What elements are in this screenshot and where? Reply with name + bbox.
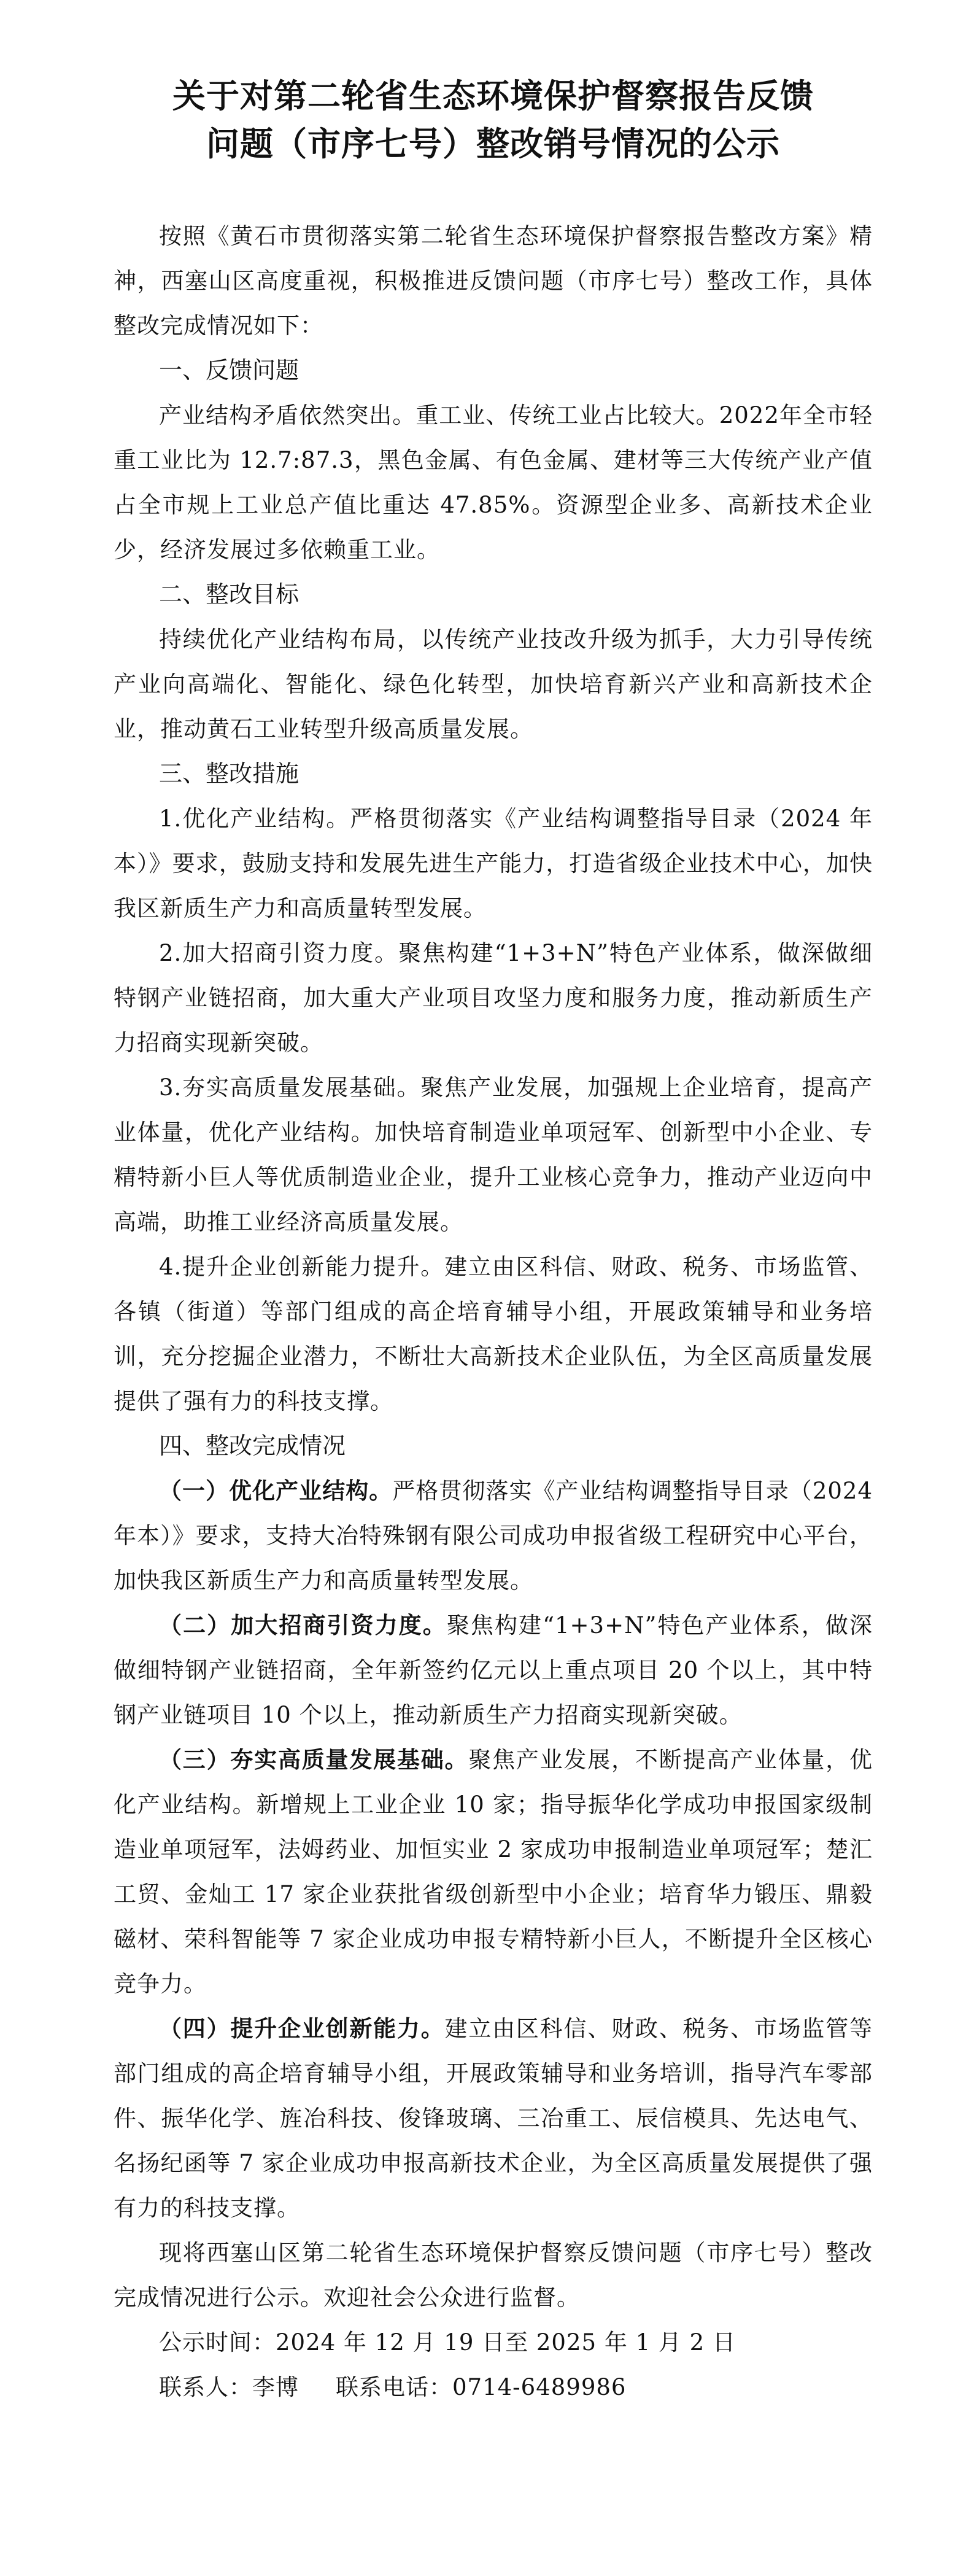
title-line-2: 问题（市序七号）整改销号情况的公示 [206, 125, 780, 163]
measure-item-3: 3.夯实高质量发展基础。聚焦产业发展，加强规上企业培育，提高产业体量，优化产业结构。加快培育制造业单项冠军、创新型中小企业、专精特新小巨人等优质制造业企业，提升工业核心竞争力，推动产业迈向中高端，助推工业经济高质量发展。 [114, 1074, 873, 1235]
completion-item-2 [114, 1603, 873, 1737]
intro-paragraph: 按照《黄石市贯彻落实第二轮省生态环境保护督察报告整改方案》精神，西塞山区高度重视，积极推进反馈问题（市序七号）整改工作，具体整改完成情况如下： [114, 223, 873, 339]
section-4-heading: 四、整改完成情况 [159, 1432, 346, 1459]
completion-item-4 [114, 2006, 873, 2230]
section-2-body: 持续优化产业结构布局，以传统产业技改升级为抓手，大力引导传统产业向高端化、智能化、绿色化转型，加快培育新兴产业和高新技术企业，推动黄石工业转型升级高质量发展。 [114, 626, 873, 742]
completion-item-3 [114, 1737, 873, 2006]
title-line-1: 关于对第二轮省生态环境保护督察报告反馈 [172, 77, 814, 115]
document-title [114, 72, 873, 168]
completion-item-4-text: 建立由区科信、财政、税务、市场监管等部门组成的高企培育辅导小组，开展政策辅导和业务培训，指导汽车零部件、振华化学、旌冶科技、俊锋玻璃、三冶重工、辰信模具、先达电气、名扬纪函等 7 家企业成功申报高新技术企业，为全区高质量发展提供了强有力的科技支撑。 [114, 2015, 873, 2221]
completion-item-3-text: 聚焦产业发展，不断提高产业体量，优化产业结构。新增规上工业企业 10 家；指导振华化学成功申报国家级制造业单项冠军，法姆药业、加恒实业 2 家成功申报制造业单项冠军；楚汇工贸、金灿工 17 家企业获批省级创新型中小企业；培育华力锻压、鼎毅磁材、荣科智能等 7 家企业成功申报专精特新小巨人，不断提升全区核心竞争力。 [114, 1747, 873, 1997]
completion-item-3-lead: （三）夯实高质量发展基础。 [159, 1747, 469, 1773]
closing-paragraph: 现将西塞山区第二轮省生态环境保护督察反馈问题（市序七号）整改完成情况进行公示。欢迎社会公众进行监督。 [114, 2240, 873, 2311]
section-2-heading: 二、整改目标 [159, 581, 300, 608]
completion-item-1 [114, 1468, 873, 1603]
measure-item-2: 2.加大招商引资力度。聚焦构建“1+3+N”特色产业体系，做深做细特钢产业链招商，加大重大产业项目攻坚力度和服务力度，推动新质生产力招商实现新突破。 [114, 940, 873, 1056]
contact-line [114, 2365, 873, 2410]
section-3-heading: 三、整改措施 [159, 760, 300, 787]
measure-item-1: 1.优化产业结构。严格贯彻落实《产业结构调整指导目录（2024 年本）》要求，鼓励支持和发展先进生产能力，打造省级企业技术中心，加快我区新质生产力和高质量转型发展。 [114, 805, 873, 921]
section-1-body: 产业结构矛盾依然突出。重工业、传统工业占比较大。2022年全市轻重工业比为 12.7:87.3，黑色金属、有色金属、建材等三大传统产业产值占全市规上工业总产值比重达 47.85%。资源型企业多、高新技术企业少，经济发展过多依赖重工业。 [114, 402, 873, 563]
contact-phone: 联系电话：0714-6489986 [336, 2374, 627, 2400]
completion-item-2-lead: （二）加大招商引资力度。 [159, 1612, 447, 1639]
completion-item-2-text: 聚焦构建“1+3+N”特色产业体系，做深做细特钢产业链招商，全年新签约亿元以上重点项目 20 个以上，其中特钢产业链项目 10 个以上，推动新质生产力招商实现新突破。 [114, 1612, 873, 1728]
publish-time: 公示时间：2024 年 12 月 19 日至 2025 年 1 月 2 日 [159, 2329, 736, 2356]
section-1-heading: 一、反馈问题 [159, 357, 300, 384]
contact-person: 联系人：李博 [159, 2374, 299, 2400]
completion-item-1-text: 严格贯彻落实《产业结构调整指导目录（2024 年本）》要求，支持大冶特殊钢有限公司成功申报省级工程研究中心平台，加快我区新质生产力和高质量转型发展。 [114, 1478, 873, 1594]
measure-item-4: 4.提升企业创新能力提升。建立由区科信、财政、税务、市场监管、各镇（街道）等部门组成的高企培育辅导小组，开展政策辅导和业务培训，充分挖掘企业潜力，不断壮大高新技术企业队伍，为全区高质量发展提供了强有力的科技支撑。 [114, 1254, 873, 1414]
completion-item-1-lead: （一）优化产业结构。 [159, 1478, 393, 1504]
completion-item-4-lead: （四）提升企业创新能力。 [159, 2015, 445, 2042]
